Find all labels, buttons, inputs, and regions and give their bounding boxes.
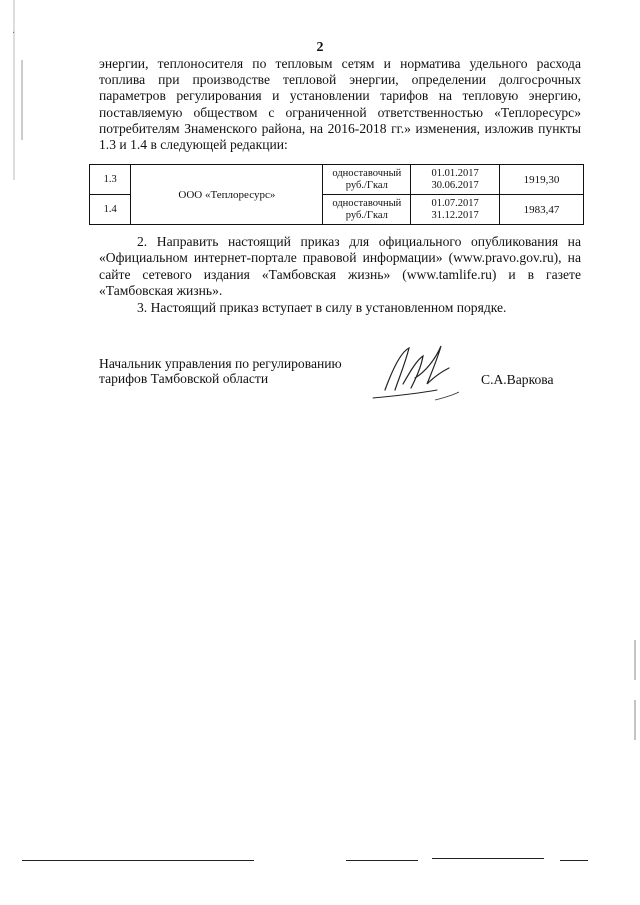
tariff-type-cell [323, 195, 411, 225]
footer-rule [346, 860, 418, 861]
row-number: 1.4 [90, 195, 131, 225]
date-to: 30.06.2017 [431, 179, 479, 191]
date-to: 31.12.2017 [431, 209, 479, 221]
period-cell [411, 165, 500, 195]
signer-position-line2: тарифов Тамбовской области [99, 371, 269, 386]
scan-margin-marks [0, 0, 30, 905]
clauses [99, 234, 581, 316]
footer-rule [432, 858, 544, 859]
handwritten-signature [365, 338, 475, 408]
tariff-unit: руб./Гкал [345, 179, 388, 191]
svg-text:·: · [12, 28, 16, 39]
footer-rule [560, 860, 588, 861]
date-from: 01.07.2017 [431, 197, 479, 209]
signer-name: С.А.Варкова [481, 372, 554, 387]
clause-3: 3. Настоящий приказ вступает в силу в установленном порядке. [137, 299, 507, 315]
tariff-unit: руб./Гкал [345, 209, 388, 221]
tariff-type: одноставочный [332, 167, 402, 179]
date-from: 01.01.2017 [431, 167, 479, 179]
table-row [90, 165, 584, 195]
tariff-value: 1919,30 [499, 165, 583, 195]
period-cell [411, 195, 500, 225]
footer-rule [22, 860, 254, 861]
row-number: 1.3 [90, 165, 131, 195]
tariff-type-cell [323, 165, 411, 195]
tariff-value: 1983,47 [499, 195, 583, 225]
signer-position-line1: Начальник управления по регулированию [99, 356, 342, 371]
organization-cell: ООО «Теплоресурс» [131, 165, 323, 225]
clause-2: 2. Направить настоящий приказ для официального опубликования на «Официальном интернет-портале правовой информации» (www.pravo.gov.ru), на сайте сетевого издания «Тамбовская жизнь» (www.tamlife.ru) и в газете «Тамбовская жизнь». [99, 234, 581, 299]
signer-position [99, 356, 342, 386]
tariff-type: одноставочный [332, 197, 402, 209]
tariff-table [89, 164, 584, 225]
scan-right-marks [630, 0, 640, 905]
intro-paragraph: энергии, теплоносителя по тепловым сетям и норматива удельного расхода топлива при производстве тепловой энергии, определении долгосрочных параметров регулирования и установлении тарифов на тепловую энергию, поставляемую обществом с ограниченной ответственностью «Теплоресурс» потребителям Знаменского района, на 2016-2018 гг.» изменения, изложив пункты 1.3 и 1.4 в следующей редакции: [99, 56, 581, 153]
page-number: 2 [316, 40, 324, 55]
